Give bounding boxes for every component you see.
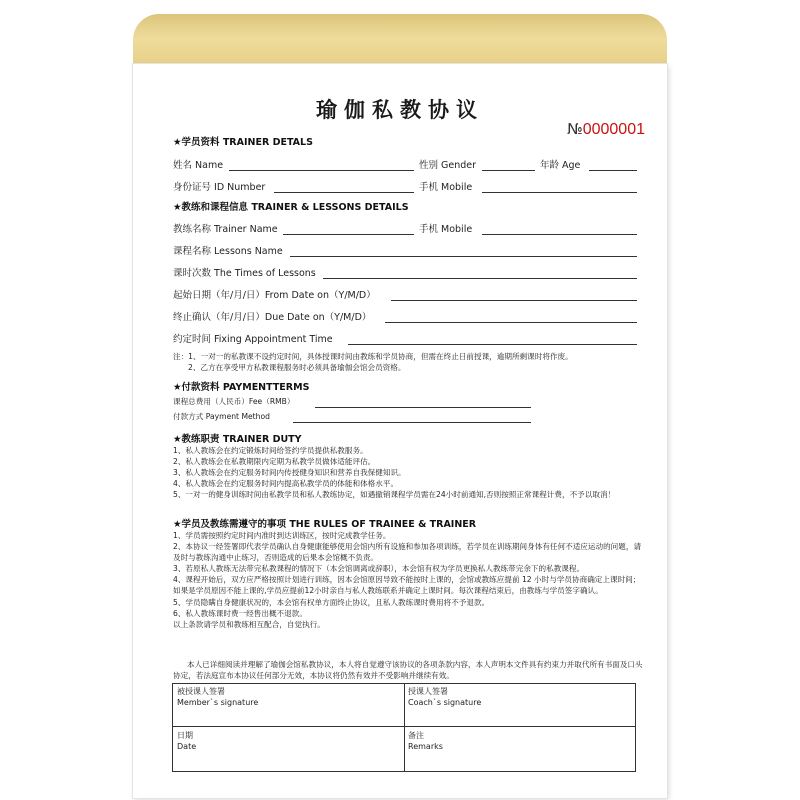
section-coach-heading: ★教练和课程信息 TRAINER & LESSONS DETAILS [173,202,409,213]
rule-item: 5、学员隐瞒自身健康状况的，本会馆有权单方面终止协议，且私人教练课时费用将不予退款。 [173,597,490,607]
section-student-heading: ★学员资料 TRAINER DETALS [173,137,313,148]
date-label-en: Date [177,742,197,751]
student-mobile-field[interactable] [482,192,637,193]
duty-item: 1、私人教练会在约定锻炼时间给签约学员提供私教服务。 [173,446,368,455]
age-label: 年龄 Age [540,160,581,171]
date-label-cn: 日期 [177,731,193,740]
due-date-label: 终止确认（年/月/日）Due Date on（Y/M/D） [173,312,372,323]
trainer-name-label: 教练名称 Trainer Name [173,224,278,235]
serial-value: 0000001 [582,121,645,138]
lessons-name-field[interactable] [290,256,637,257]
coach-mobile-field[interactable] [482,234,637,235]
name-field[interactable] [229,170,414,171]
start-date-field[interactable] [391,300,637,301]
fee-label: 课程总费用（人民币）Fee（RMB） [173,397,295,406]
duty-item: 4、私人教练会在约定服务时间内提高私教学员的体能和体格水平。 [173,479,399,489]
contract-sheet [133,64,667,798]
coach-mobile-label: 手机 Mobile [419,224,473,235]
gender-label: 性别 Gender [419,160,477,171]
due-date-field[interactable] [385,322,637,323]
rule-item: 1、学员需按照约定时间内准时到达训练区，按时完成教学任务。 [173,531,391,540]
rule-item: 6、私人教练课时费一经售出概不退款。 [173,608,307,618]
signature-table [172,683,636,772]
section-rules-heading: ★学员及教练需遵守的事项 THE RULES OF TRAINEE & TRAINER [173,519,477,530]
start-date-label: 起始日期（年/月/日）From Date on（Y/M/D） [173,290,376,301]
member-signature-cell[interactable] [177,686,258,708]
serial-prefix: № [567,120,583,138]
remarks-label-cn: 备注 [408,731,424,740]
age-field[interactable] [589,170,637,171]
note-2: 2、乙方在享受甲方私教课程服务时必须具备瑜伽会馆会员资格。 [188,363,406,372]
note-1: 注：1、一对一的私教课不设约定时间，具体授课时间由教练和学员协商，但需在终止日前授课，逾期所剩课时将作废。 [173,352,573,361]
student-mobile-label: 手机 Mobile [419,182,473,193]
appointment-time-label: 约定时间 Fixing Appointment Time [173,334,333,345]
duty-item: 2、私人教练会在私教期限内定期为私教学员做体适能评估。 [173,457,376,467]
coach-signature-label-en: Coach`s signature [408,698,482,707]
duty-item: 5、一对一的健身训练时间由私教学员和私人教练协定，如遇撤销课程学员需在24小时前通知,否则按照正常课程计费，不予以取消！ [173,490,616,500]
duty-item: 3、私人教练会在约定服务时间内传授健身知识和营养自我保健知识。 [173,468,406,478]
member-signature-label-en: Member`s signature [177,698,259,707]
rule-item: 4、课程开始后，双方应严格按照计划进行训练，因本会馆原因导致不能按时上课的，会馆或教练应提前 12 小时与学员协商确定上课时间；如果是学员原因不能上课的,学员应提前12小时亲自与私人教练联系并确定上课时间。每次课程结束后，由教练与学员签字确认。 [173,575,641,596]
declaration-text: 本人已详细阅读并理解了瑜伽会馆私教协议，本人将自觉遵守该协议的各项条款内容，本人声明本文件具有约束力并取代所有书面及口头协定，若法庭宣布本协议任何部分无效，本协议将仍然有效并不受影响并继续有效。 [173,660,643,681]
rule-item: 2、本协议一经签署即代表学员确认自身健康能够使用会馆内所有设施和参加各项训练，若学员在训练期间身体有任何不适应运动的问题，请及时与教练沟通中止练习，否则造成的后果本会馆概不负责。 [173,542,642,563]
name-label: 姓名 Name [173,160,224,171]
rule-item: 以上条款请学员和教练相互配合，自觉执行。 [173,619,325,629]
serial-number [567,120,645,139]
id-number-label: 身份证号 ID Number [173,182,266,193]
gender-field[interactable] [482,170,535,171]
page-title: 瑜伽私教协议 [316,97,484,122]
lesson-times-field[interactable] [323,278,637,279]
remarks-cell[interactable] [408,730,443,752]
payment-method-label: 付款方式 Payment Method [173,412,270,421]
date-cell[interactable] [177,730,196,752]
signature-table-vertical-divider [404,684,405,771]
lessons-name-label: 课程名称 Lessons Name [173,246,283,257]
coach-signature-label-cn: 授课人签署 [408,687,448,696]
lesson-times-label: 课时次数 The Times of Lessons [173,268,316,279]
remarks-label-en: Remarks [408,742,443,751]
id-number-field[interactable] [274,192,414,193]
appointment-time-field[interactable] [348,344,637,345]
trainer-name-field[interactable] [283,234,414,235]
rules-list [173,530,643,630]
section-payment-heading: ★付款资料 PAYMENTTERMS [173,382,310,393]
signature-table-horizontal-divider [173,726,635,727]
rule-item: 3、若原私人教练无法带完私教课程的情况下（本会馆调离或辞职），本会馆有权为学员更换私人教练带完余下的私教课程。 [173,564,585,574]
member-signature-label-cn: 被授课人签署 [177,687,225,696]
section-duty-heading: ★教练职责 TRAINER DUTY [173,434,302,445]
coach-signature-cell[interactable] [408,686,481,708]
fee-field[interactable] [315,407,531,408]
duty-list [173,445,643,500]
payment-method-field[interactable] [293,422,531,423]
